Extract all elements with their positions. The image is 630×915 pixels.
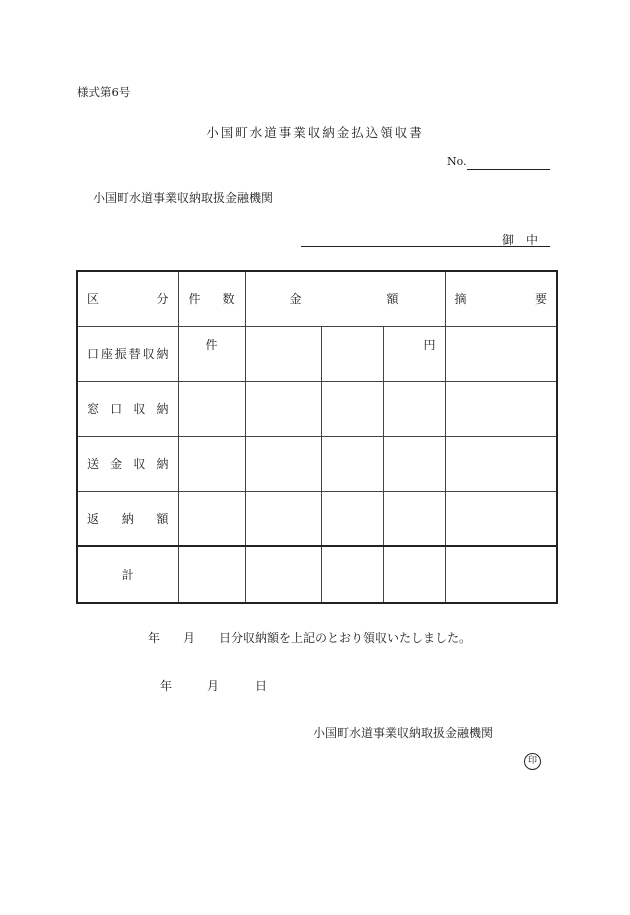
amount-cell[interactable]: [321, 381, 383, 436]
table-row: [77, 491, 557, 546]
total-label: 計: [121, 568, 134, 582]
amount-cell[interactable]: [321, 326, 383, 381]
count-cell[interactable]: [178, 546, 245, 603]
amount-cell[interactable]: [383, 491, 445, 546]
count-cell[interactable]: [178, 436, 245, 491]
amount-cell[interactable]: [245, 546, 321, 603]
amount-cell[interactable]: [383, 546, 445, 603]
remarks-cell[interactable]: [445, 436, 557, 491]
honorific: 御 中: [502, 233, 539, 247]
amount-cell[interactable]: 円: [383, 326, 445, 381]
count-cell[interactable]: [178, 491, 245, 546]
remarks-cell[interactable]: [445, 381, 557, 436]
amount-cell[interactable]: [321, 491, 383, 546]
remarks-cell[interactable]: [445, 326, 557, 381]
row-label-sokin: 送 金 収 納: [87, 457, 169, 471]
addressee: 小国町水道事業収納取扱金融機関: [93, 191, 274, 205]
total-row: [77, 546, 557, 603]
receipt-number-field[interactable]: [467, 169, 550, 170]
document-title: 小国町水道事業収納金払込領収書: [206, 125, 424, 140]
table-row: [77, 436, 557, 491]
receipt-table: [76, 270, 558, 604]
remarks-cell[interactable]: [445, 491, 557, 546]
table-header-row: 区 分 件 数 金 額 摘 要: [77, 271, 557, 326]
amount-cell[interactable]: [245, 436, 321, 491]
amount-cell[interactable]: [245, 326, 321, 381]
amount-cell[interactable]: [245, 381, 321, 436]
amount-cell[interactable]: [383, 436, 445, 491]
count-cell[interactable]: 件: [178, 326, 245, 381]
amount-cell[interactable]: [383, 381, 445, 436]
amount-cell[interactable]: [321, 436, 383, 491]
amount-cell[interactable]: [245, 491, 321, 546]
issuer-name: 小国町水道事業収納取扱金融機関: [313, 726, 494, 740]
row-label-madoguchi: 窓 口 収 納: [87, 402, 169, 416]
row-label-koza: 口 座 振 替 収 納: [87, 347, 169, 361]
receipt-number-label: No.: [447, 155, 467, 168]
table-row: [77, 381, 557, 436]
table-row: [77, 326, 557, 381]
amount-cell[interactable]: [321, 546, 383, 603]
row-label-henno: 返 納 額: [87, 511, 169, 526]
remarks-cell[interactable]: [445, 546, 557, 603]
count-cell[interactable]: [178, 381, 245, 436]
form-number: 様式第6号: [77, 85, 131, 99]
seal-mark: 印: [524, 753, 541, 770]
